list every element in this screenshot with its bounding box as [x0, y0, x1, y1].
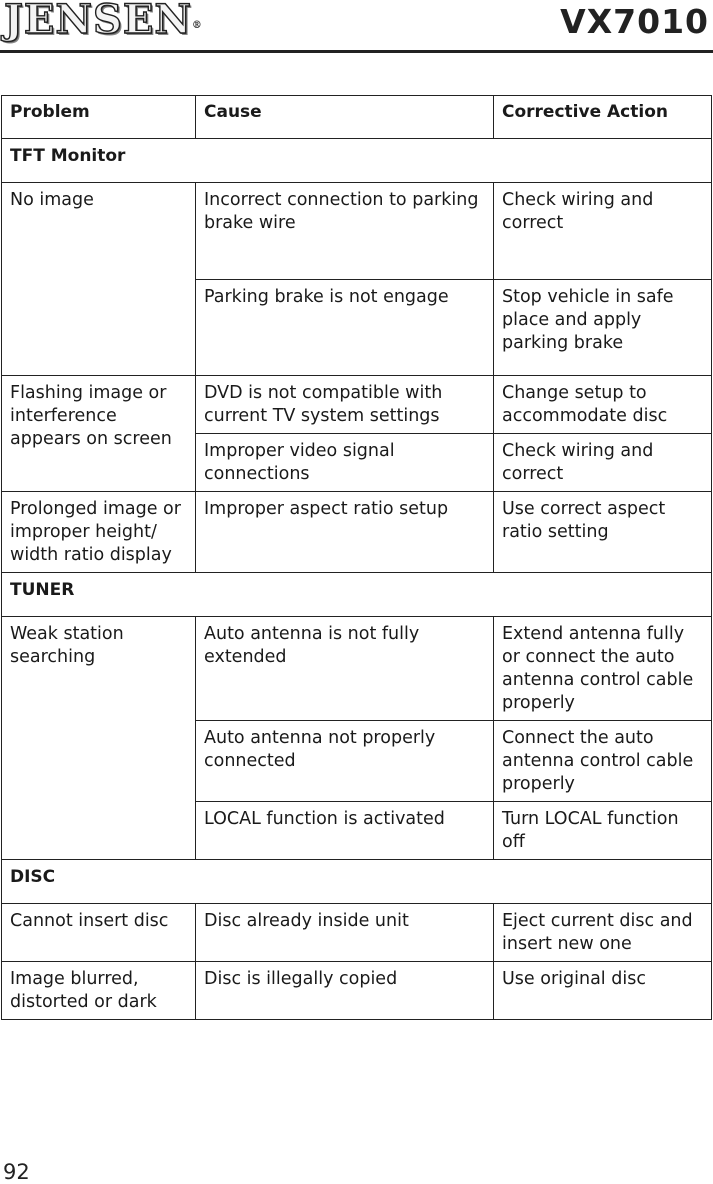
action-cell: Extend antenna fully or connect the auto antenna control cable properly	[494, 617, 712, 721]
action-cell: Check wiring and correct	[494, 183, 712, 280]
problem-cell: No image	[2, 183, 196, 376]
column-header-problem: Problem	[2, 96, 196, 139]
problem-cell: Image blurred, distorted or dark	[2, 962, 196, 1020]
section-disc: DISC	[2, 860, 712, 904]
action-cell: Eject current disc and insert new one	[494, 904, 712, 962]
cause-cell: Auto antenna is not fully extended	[196, 617, 494, 721]
cause-cell: DVD is not compatible with current TV system settings	[196, 376, 494, 434]
troubleshooting-table	[1, 95, 712, 1020]
jensen-logo: JENSEN®	[4, 0, 203, 43]
problem-cell: Prolonged image or improper height/ width ratio display	[2, 492, 196, 573]
action-cell: Use correct aspect ratio setting	[494, 492, 712, 573]
action-cell: Connect the auto antenna control cable properly	[494, 721, 712, 802]
cause-cell: Disc already inside unit	[196, 904, 494, 962]
cause-cell: Auto antenna not properly connected	[196, 721, 494, 802]
page-number: 92	[3, 1160, 30, 1184]
table-row	[2, 617, 712, 721]
section-tuner: TUNER	[2, 573, 712, 617]
cause-cell: Improper aspect ratio setup	[196, 492, 494, 573]
header-rule	[0, 50, 713, 53]
cause-cell: Disc is illegally copied	[196, 962, 494, 1020]
table-header-row	[2, 96, 712, 139]
table-row	[2, 904, 712, 962]
cause-cell: Improper video signal connections	[196, 434, 494, 492]
section-row	[2, 139, 712, 183]
action-cell: Check wiring and correct	[494, 434, 712, 492]
page-header	[0, 0, 713, 56]
registered-mark: ®	[191, 20, 203, 31]
section-row	[2, 860, 712, 904]
problem-cell: Cannot insert disc	[2, 904, 196, 962]
model-number: VX7010	[560, 2, 709, 41]
cause-cell: LOCAL function is activated	[196, 802, 494, 860]
action-cell: Use original disc	[494, 962, 712, 1020]
action-cell: Stop vehicle in safe place and apply parking brake	[494, 280, 712, 376]
cause-cell: Parking brake is not engage	[196, 280, 494, 376]
problem-cell: Weak station searching	[2, 617, 196, 860]
cause-cell: Incorrect connection to parking brake wire	[196, 183, 494, 280]
action-cell: Change setup to accommodate disc	[494, 376, 712, 434]
problem-cell: Flashing image or interference appears on screen	[2, 376, 196, 492]
table-row	[2, 492, 712, 573]
table-row	[2, 183, 712, 280]
section-tft-monitor: TFT Monitor	[2, 139, 712, 183]
table-row	[2, 376, 712, 434]
column-header-cause: Cause	[196, 96, 494, 139]
column-header-action: Corrective Action	[494, 96, 712, 139]
section-row	[2, 573, 712, 617]
table-row	[2, 962, 712, 1020]
action-cell: Turn LOCAL function off	[494, 802, 712, 860]
